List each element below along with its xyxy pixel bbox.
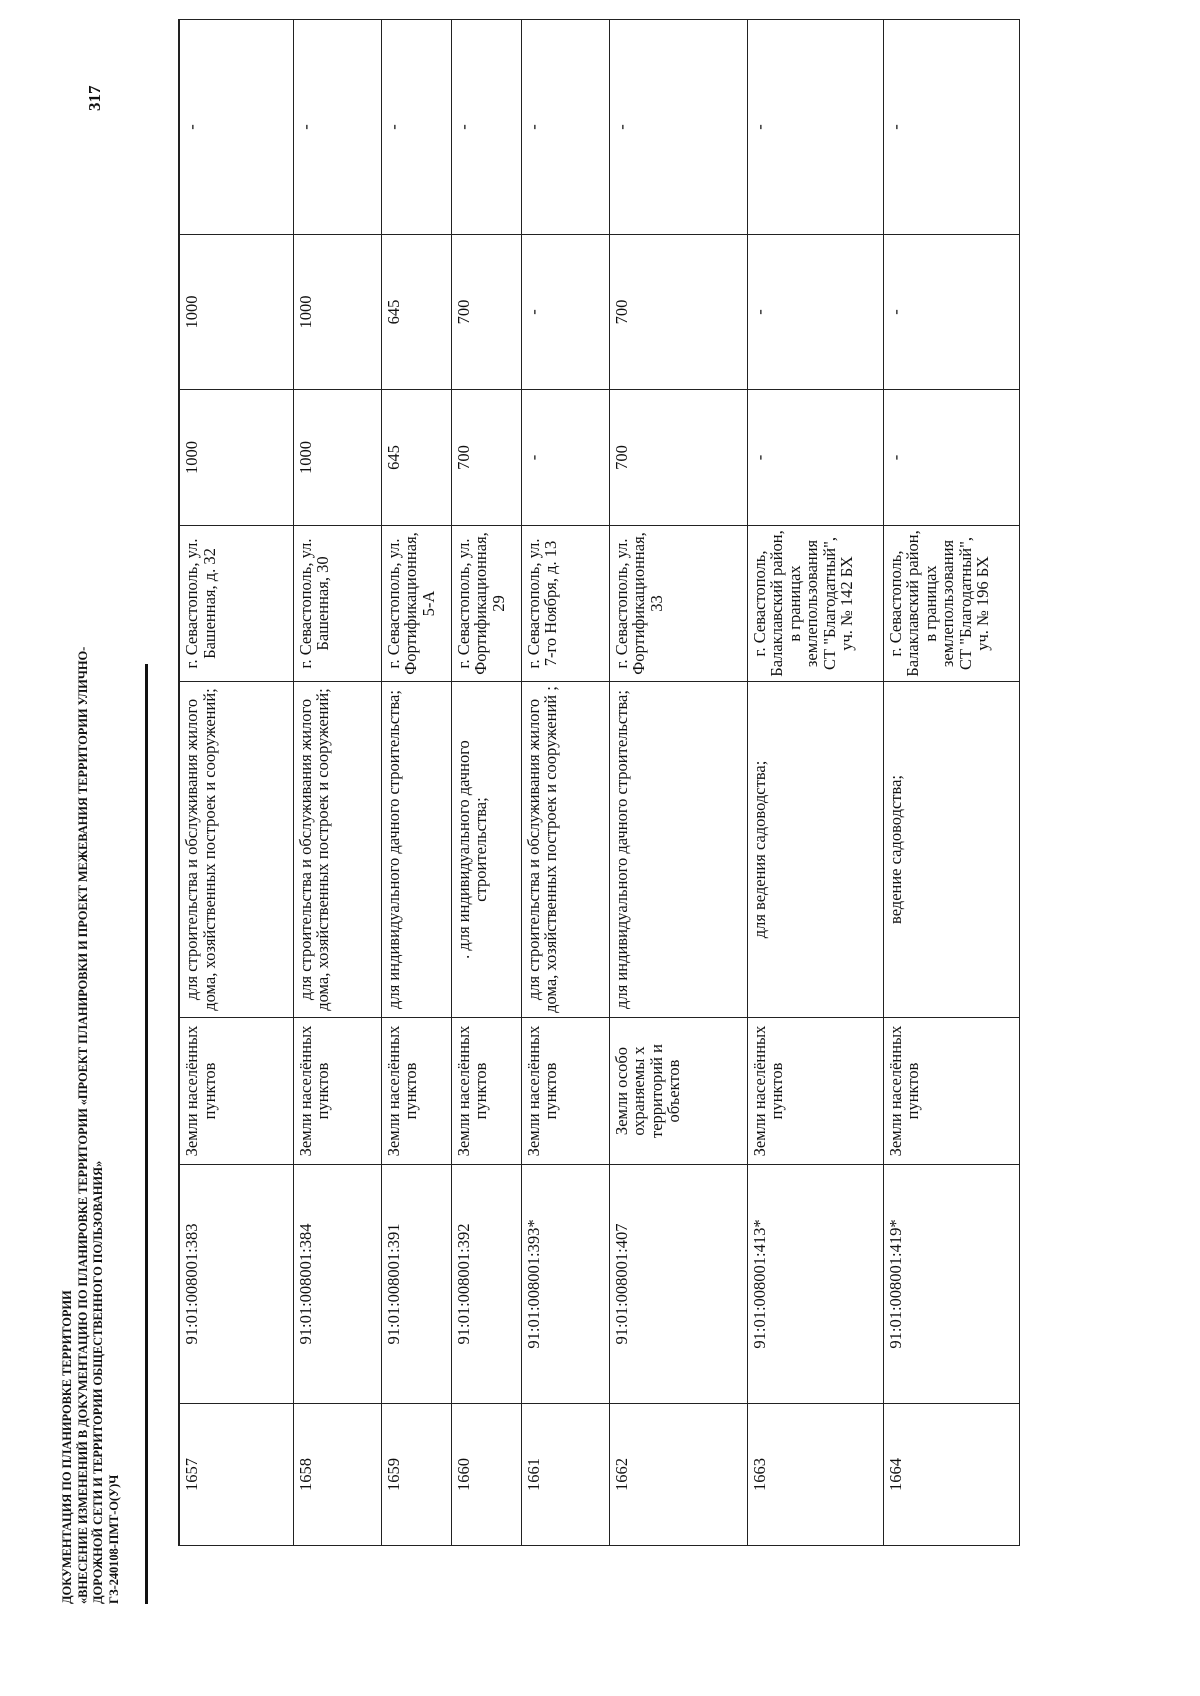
land-category: Земли населённых пунктов: [293, 1018, 381, 1165]
cadastral-number: 91:01:008001:391: [381, 1165, 451, 1404]
area-value: -: [521, 20, 609, 235]
header-line: «ВНЕСЕНИЕ ИЗМЕНЕНИЙ В ДОКУМЕНТАЦИЮ ПО ПЛАНИРОВКЕ ТЕРРИТОРИИ «ПРОЕКТ ПЛАНИРОВКИ И ПРОЕКТ МЕЖЕВАНИЯ ТЕРРИТОРИИ УЛИЧНО-: [75, 646, 90, 1604]
table-row: [521, 20, 609, 1546]
area-value: 700: [609, 390, 747, 526]
permitted-use: для индивидуального дачного строительства;: [609, 682, 747, 1018]
area-value: -: [883, 235, 1019, 390]
table-row: [883, 20, 1019, 1546]
land-category: Земли населённых пунктов: [747, 1018, 883, 1165]
parcel-address: г. Севастополь, ул. Фортификационная, 5-А: [381, 526, 451, 682]
parcel-address: г. Севастополь, ул. Фортификационная, 29: [451, 526, 521, 682]
area-value: -: [521, 390, 609, 526]
cadastral-number: 91:01:008001:393*: [521, 1165, 609, 1404]
parcel-address: г. Севастополь, ул. Башенная, д. 32: [179, 526, 293, 682]
table-row: [179, 20, 293, 1546]
table-row: [451, 20, 521, 1546]
area-value: 700: [451, 235, 521, 390]
area-value: 700: [451, 390, 521, 526]
land-category: Земли населённых пунктов: [381, 1018, 451, 1165]
land-category: Земли населённых пунктов: [883, 1018, 1019, 1165]
permitted-use: . для индивидуального дачного строительства;: [451, 682, 521, 1018]
area-value: 1000: [179, 235, 293, 390]
cadastral-number: 91:01:008001:407: [609, 1165, 747, 1404]
cadastral-number: 91:01:008001:413*: [747, 1165, 883, 1404]
area-value: -: [747, 20, 883, 235]
land-category: Земли особо охраняемы х территорий и объектов: [609, 1018, 747, 1165]
document-header: [60, 304, 122, 1604]
area-value: -: [293, 20, 381, 235]
area-value: 1000: [179, 390, 293, 526]
area-value: -: [883, 390, 1019, 526]
row-number: 1658: [293, 1404, 381, 1546]
cadastral-number: 91:01:008001:392: [451, 1165, 521, 1404]
table-row: [381, 20, 451, 1546]
table-row: [609, 20, 747, 1546]
land-category: Земли населённых пунктов: [179, 1018, 293, 1165]
row-number: 1660: [451, 1404, 521, 1546]
area-value: -: [747, 390, 883, 526]
area-value: 645: [381, 235, 451, 390]
area-value: -: [179, 20, 293, 235]
permitted-use: для строительства и обслуживания жилого дома, хозяйственных построек и сооружений;: [293, 682, 381, 1018]
row-number: 1659: [381, 1404, 451, 1546]
header-line: ДОКУМЕНТАЦИЯ ПО ПЛАНИРОВКЕ ТЕРРИТОРИИ: [60, 1290, 74, 1604]
parcel-address: г. Севастополь, Балаклавский район, в границах землепользования СТ "Благодатный", уч. № 142 БХ: [747, 526, 883, 682]
parcel-address: г. Севастополь, ул. Башенная, 30: [293, 526, 381, 682]
land-parcels-table: [178, 19, 1020, 1546]
row-number: 1662: [609, 1404, 747, 1546]
header-divider: [145, 664, 148, 1604]
header-line: ДОРОЖНОЙ СЕТИ И ТЕРРИТОРИИ ОБЩЕСТВЕННОГО ПОЛЬЗОВАНИЯ»: [91, 1160, 105, 1604]
area-value: -: [381, 20, 451, 235]
row-number: 1657: [179, 1404, 293, 1546]
area-value: -: [521, 235, 609, 390]
area-value: 1000: [293, 235, 381, 390]
table-row: [747, 20, 883, 1546]
parcel-address: г. Севастополь, ул. Фортификационная, 33: [609, 526, 747, 682]
header-line: ГЗ-240108-ПМТ-О(У)Ч: [106, 1474, 121, 1604]
cadastral-number: 91:01:008001:384: [293, 1165, 381, 1404]
permitted-use: для ведения садоводства;: [747, 682, 883, 1018]
permitted-use: для индивидуального дачного строительства;: [381, 682, 451, 1018]
permitted-use: для строительства и обслуживания жилого дома, хозяйственных построек и сооружений ;: [521, 682, 609, 1018]
land-category: Земли населённых пунктов: [521, 1018, 609, 1165]
area-value: -: [451, 20, 521, 235]
row-number: 1664: [883, 1404, 1019, 1546]
permitted-use: для строительства и обслуживания жилого дома, хозяйственных построек и сооружений;: [179, 682, 293, 1018]
area-value: -: [883, 20, 1019, 235]
table-row: [293, 20, 381, 1546]
area-value: -: [609, 20, 747, 235]
parcel-address: г. Севастополь, Балаклавский район, в границах землепользования СТ "Благодатный", уч. № 196 БХ: [883, 526, 1019, 682]
page-number: 317: [85, 85, 104, 111]
area-value: -: [747, 235, 883, 390]
parcel-address: г. Севастополь, ул. 7-го Ноября, д. 13: [521, 526, 609, 682]
row-number: 1663: [747, 1404, 883, 1546]
cadastral-number: 91:01:008001:419*: [883, 1165, 1019, 1404]
land-category: Земли населённых пунктов: [451, 1018, 521, 1165]
permitted-use: ведение садоводства;: [883, 682, 1019, 1018]
row-number: 1661: [521, 1404, 609, 1546]
area-value: 645: [381, 390, 451, 526]
area-value: 700: [609, 235, 747, 390]
area-value: 1000: [293, 390, 381, 526]
cadastral-number: 91:01:008001:383: [179, 1165, 293, 1404]
